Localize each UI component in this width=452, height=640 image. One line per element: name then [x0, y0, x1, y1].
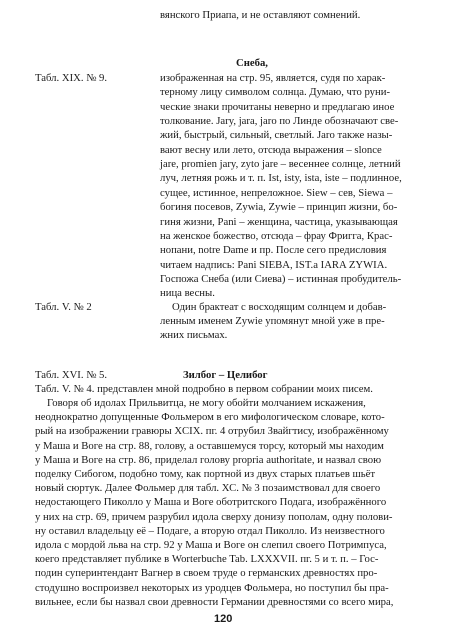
- s2-line: жних письмах.: [160, 329, 228, 341]
- s1-line: вают весну или лето, отсюда выражения – slonce: [160, 143, 382, 156]
- s1-line: гиня жизни, Pani – женщина, частица, указывающая: [160, 215, 398, 228]
- s1-line: луч, летняя рожь и т. п. Ist, isty, ista, iste – подлинное,: [160, 172, 402, 185]
- s1-line: терному лицу символом солнца. Думаю, что руни-: [160, 86, 391, 99]
- s1-line: толкование. Jary, jara, jaro по Линде обозначают све-: [160, 115, 399, 128]
- s3-line: рый на изображении гравюры XCIX. пг. 4 отрубил Звайгтису, изображённому: [35, 425, 389, 438]
- s3-line: у Маша и Воге на стр. 88, голову, а оставшемуся торсу, который мы находим: [35, 439, 384, 452]
- s3-line: у них на стр. 69, причем разрубил идола сверху донизу пополам, одну полови-: [35, 510, 393, 523]
- s3-line: поделку Сибогом, подобно тому, как портной из двух старых платьев шьёт: [35, 468, 376, 480]
- s3-line: идола с мордой льва на стр. 92 у Маша и Воге он слепил своего Потримпуса,: [35, 539, 387, 551]
- s1-line: Госпожа Снеба (или Сиева) – истинная пробудитель-: [160, 272, 402, 285]
- s3-line: новый сюртук. Далее Фольмер для табл. ХС. № 3 позаимствовал для своего: [35, 482, 381, 495]
- s1-line: читаем надпись: Pani SIEBA, IST.a IARA ZYWIA.: [160, 258, 388, 271]
- s1-line: нопани, notre Dame и пр. После сего предисловия: [160, 244, 387, 257]
- section3-label2-line: Табл. V. № 4. представлен мной подробно в первом собрании моих писем.: [35, 383, 373, 395]
- s3-line: вильнее, если бы назвал свои древности Германии древностями со всего мира,: [35, 595, 394, 608]
- s1-line: жий, быстрый, сильный, светлый. Jaro также назы-: [160, 129, 393, 142]
- s3-line: подин суперинтендант Вагнер в своем труде о германских древностях про-: [35, 567, 378, 580]
- section3-title: Зилбог – Целибог: [183, 369, 268, 381]
- top-line: вянского Приапа, и не оставляют сомнений.: [160, 9, 361, 21]
- section1-title: Снеба,: [236, 57, 268, 69]
- s1-line: изображенная на стр. 95, является, судя по харак-: [160, 72, 386, 84]
- s3-line: коего представляет публике в Worterbuche Tab. LXXXVII. пг. 5 и т. п. – Гос-: [35, 553, 379, 566]
- s2-line: ленным именем Zywie упомянут мной уже в пре-: [160, 315, 385, 327]
- s1-line: jare, promien jary, zyto jare – весеннее солнце, летний: [160, 158, 401, 171]
- section1-label: Табл. XIX. № 9.: [35, 72, 108, 84]
- s1-line: сущее, истинное, непреложное. Siew – сев, Siewa –: [160, 186, 393, 199]
- s3-line: стодушно воспроизвел некоторых из уродцев Фольмера, но поступил бы пра-: [35, 581, 389, 594]
- s3-line: Говоря об идолах Прильвитца, не могу обойти молчанием искажения,: [47, 397, 366, 409]
- s1-line: ческие знаки прочитаны неверно и предлагаю иное: [160, 100, 395, 113]
- s3-line: ну оставил владельцу её – Подаге, а вторую отдал Пиколло. Из неизвестного: [35, 524, 385, 537]
- section2-label: Табл. V. № 2: [35, 301, 92, 313]
- s1-line: на женское божество, отсюда – фрау Фригга, Крас-: [160, 229, 393, 242]
- s1-line: ница весны.: [160, 287, 215, 300]
- s2-line: Один брактеат с восходящим солнцем и добав-: [172, 301, 387, 313]
- section3-label: Табл. XVI. № 5.: [35, 369, 108, 381]
- s3-line: недостающего Пиколло у Маша и Воге оботритского Подага, изображённого: [35, 496, 387, 509]
- page-number: 120: [214, 613, 233, 625]
- s3-line: у Маша и Воге на стр. 86, приделал голову propria authoritate, и назвал свою: [35, 453, 382, 466]
- s3-line: неоднократно допущенные Фольмером в его мифологическом словаре, кото-: [35, 411, 385, 424]
- s1-line: богиня посевов, Zywia, Zywie – принцип жизни, бо-: [160, 201, 398, 214]
